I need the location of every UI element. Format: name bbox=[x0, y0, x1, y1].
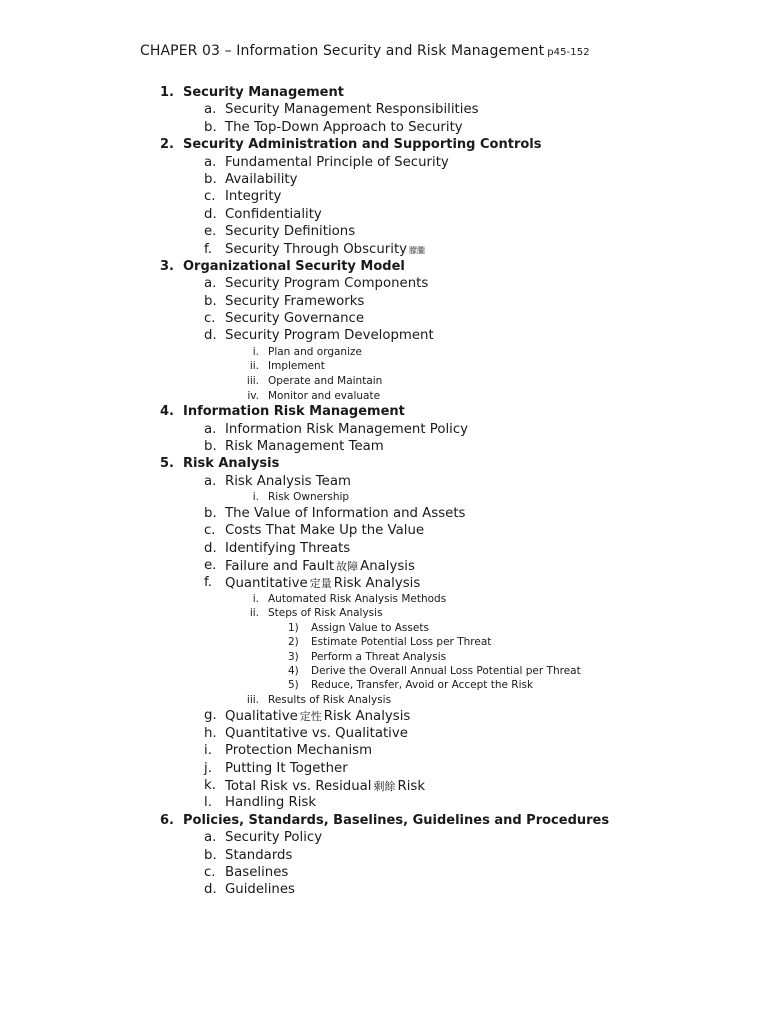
item-text-group bbox=[225, 207, 322, 222]
item-text-group bbox=[225, 439, 384, 454]
item-text-group bbox=[311, 622, 429, 634]
item-text: Qualitative bbox=[225, 709, 298, 725]
outline-item-num bbox=[0, 665, 768, 679]
item-text: Security Frameworks bbox=[225, 293, 365, 309]
outline-item-sub bbox=[0, 172, 768, 189]
item-text-group bbox=[225, 155, 449, 170]
outline-item-sec bbox=[0, 259, 768, 276]
item-text: The Top-Down Approach to Security bbox=[225, 119, 463, 135]
item-marker: b. bbox=[204, 119, 217, 135]
item-text-group bbox=[225, 708, 410, 724]
item-text-group bbox=[183, 813, 609, 828]
item-marker: g. bbox=[204, 708, 217, 724]
item-text-group bbox=[268, 360, 325, 372]
item-text: Security Program Development bbox=[225, 328, 434, 344]
item-marker: a. bbox=[204, 102, 217, 118]
item-text: Security Through Obscurity bbox=[225, 241, 408, 257]
outline-item-tri bbox=[0, 390, 768, 405]
item-text-group bbox=[225, 830, 322, 845]
item-text: Information Risk Management bbox=[183, 404, 405, 420]
item-text-group bbox=[311, 636, 491, 648]
translation-note: 定性 bbox=[299, 710, 322, 724]
item-marker: e. bbox=[204, 224, 217, 240]
item-text: The Value of Information and Assets bbox=[225, 505, 466, 521]
outline-item-sub bbox=[0, 743, 768, 760]
item-text: Information Risk Management Policy bbox=[225, 421, 469, 437]
title-text: CHAPER 03 – Information Security and Risk Management bbox=[140, 43, 545, 59]
outline-item-sub bbox=[0, 328, 768, 345]
item-marker: 5. bbox=[160, 456, 174, 472]
outline-item-sec bbox=[0, 456, 768, 473]
outline-item-sub bbox=[0, 474, 768, 491]
item-marker: 3. bbox=[160, 258, 174, 274]
item-text: Policies, Standards, Baselines, Guidelines and Procedures bbox=[183, 812, 610, 828]
item-marker: a. bbox=[204, 154, 217, 170]
item-text-group bbox=[225, 575, 420, 591]
outline-item-num bbox=[0, 636, 768, 650]
outline-item-tri bbox=[0, 694, 768, 709]
outline-list bbox=[0, 85, 768, 900]
outline-item-sub bbox=[0, 102, 768, 119]
item-text-group bbox=[225, 172, 297, 187]
item-marker: b. bbox=[204, 293, 217, 309]
outline-item-num bbox=[0, 651, 768, 665]
item-text-group bbox=[268, 346, 362, 358]
item-marker: a. bbox=[204, 830, 217, 846]
item-text-continuation: Risk Analysis bbox=[333, 576, 421, 592]
outline-item-num bbox=[0, 622, 768, 636]
item-text-group bbox=[225, 743, 372, 758]
item-text: Organizational Security Model bbox=[183, 258, 405, 274]
outline-item-sub bbox=[0, 778, 768, 795]
outline-item-sub bbox=[0, 848, 768, 865]
translation-note: 剩餘 bbox=[373, 780, 396, 794]
item-marker: 4) bbox=[288, 665, 299, 678]
outline-item-sub bbox=[0, 708, 768, 725]
outline-item-sub bbox=[0, 761, 768, 778]
item-text: Assign Value to Assets bbox=[311, 621, 429, 634]
item-text-group bbox=[225, 328, 434, 343]
outline-item-tri bbox=[0, 607, 768, 622]
item-text: Failure and Fault bbox=[225, 558, 335, 574]
item-text-group bbox=[183, 259, 405, 274]
outline-item-num bbox=[0, 679, 768, 693]
translation-note: 朦朧 bbox=[409, 245, 426, 255]
item-text-group bbox=[225, 311, 364, 326]
item-text: Implement bbox=[268, 360, 325, 373]
item-text: Security Management bbox=[183, 85, 344, 100]
item-text-group bbox=[225, 474, 351, 489]
item-marker: 2. bbox=[160, 137, 174, 153]
outline-item-sub bbox=[0, 830, 768, 847]
item-marker: iv. bbox=[247, 389, 259, 402]
item-text: Putting It Together bbox=[225, 760, 348, 776]
item-marker: 3) bbox=[288, 650, 299, 663]
item-marker: l. bbox=[204, 795, 212, 811]
document-title bbox=[140, 43, 590, 59]
item-text: Security Management Responsibilities bbox=[225, 102, 479, 118]
translation-note: 故障 bbox=[336, 559, 359, 573]
item-text: Security Program Components bbox=[225, 276, 429, 292]
item-text-group bbox=[311, 665, 581, 677]
item-marker: d. bbox=[204, 540, 217, 556]
item-text-group bbox=[183, 456, 279, 471]
item-text-group bbox=[268, 694, 391, 706]
item-text-group bbox=[225, 795, 316, 810]
item-marker: c. bbox=[204, 523, 216, 539]
item-text: Automated Risk Analysis Methods bbox=[268, 592, 447, 605]
outline-item-sub bbox=[0, 155, 768, 172]
item-text: Baselines bbox=[225, 864, 289, 880]
item-text-group bbox=[225, 189, 281, 204]
item-marker: 2) bbox=[288, 636, 299, 649]
outline-item-sec bbox=[0, 137, 768, 154]
outline-item-sub bbox=[0, 882, 768, 899]
outline-item-sub bbox=[0, 523, 768, 540]
item-text: Security Definitions bbox=[225, 224, 356, 240]
item-marker: i. bbox=[252, 345, 259, 358]
outline-item-sub bbox=[0, 294, 768, 311]
item-marker: e. bbox=[204, 557, 217, 573]
item-text: Risk Analysis bbox=[183, 456, 280, 472]
item-text: Security Governance bbox=[225, 311, 365, 327]
item-text-group bbox=[225, 848, 292, 863]
item-text-group bbox=[225, 120, 463, 135]
item-text: Quantitative vs. Qualitative bbox=[225, 725, 408, 741]
item-marker: a. bbox=[204, 473, 217, 489]
outline-item-tri bbox=[0, 593, 768, 608]
item-text: Integrity bbox=[225, 189, 282, 205]
item-text-group bbox=[268, 607, 383, 619]
item-text-group bbox=[225, 242, 427, 257]
outline-item-sub bbox=[0, 311, 768, 328]
outline-item-sub bbox=[0, 422, 768, 439]
item-text-group bbox=[183, 404, 405, 419]
outline-item-sub bbox=[0, 242, 768, 259]
item-text-group bbox=[225, 523, 424, 538]
item-text-group bbox=[225, 541, 350, 556]
outline-item-sub bbox=[0, 795, 768, 812]
outline-item-tri bbox=[0, 360, 768, 375]
outline-item-sub bbox=[0, 726, 768, 743]
item-text-group bbox=[183, 85, 344, 100]
item-marker: d. bbox=[204, 328, 217, 344]
item-text-group bbox=[311, 651, 446, 663]
outline-item-tri bbox=[0, 375, 768, 390]
item-text: Reduce, Transfer, Avoid or Accept the Risk bbox=[311, 679, 534, 692]
item-text: Operate and Maintain bbox=[268, 375, 383, 388]
item-text: Total Risk vs. Residual bbox=[225, 779, 372, 795]
outline-item-sub bbox=[0, 541, 768, 558]
item-marker: f. bbox=[204, 241, 212, 257]
item-text-group bbox=[225, 224, 355, 239]
outline-item-sub bbox=[0, 207, 768, 224]
item-text-group bbox=[225, 102, 479, 117]
item-marker: iii. bbox=[246, 693, 259, 706]
item-text-group bbox=[183, 137, 541, 152]
item-text: Security Administration and Supporting Controls bbox=[183, 137, 542, 153]
item-text: Costs That Make Up the Value bbox=[225, 523, 425, 539]
outline-item-sec bbox=[0, 813, 768, 830]
item-marker: a. bbox=[204, 421, 217, 437]
item-marker: j. bbox=[204, 760, 212, 776]
outline-item-sub bbox=[0, 506, 768, 523]
item-marker: d. bbox=[204, 882, 217, 898]
item-marker: a. bbox=[204, 276, 217, 292]
item-text: Standards bbox=[225, 847, 293, 863]
outline-item-sub bbox=[0, 575, 768, 592]
outline-item-sub bbox=[0, 120, 768, 137]
item-text: Monitor and evaluate bbox=[268, 389, 381, 402]
item-text-continuation: Analysis bbox=[360, 558, 415, 574]
item-text-group bbox=[225, 506, 465, 521]
item-text: Steps of Risk Analysis bbox=[268, 607, 383, 620]
item-marker: 6. bbox=[160, 812, 174, 828]
item-marker: 1. bbox=[160, 85, 174, 100]
item-text: Estimate Potential Loss per Threat bbox=[311, 636, 492, 649]
item-marker: i. bbox=[252, 592, 259, 605]
item-text: Availability bbox=[225, 171, 298, 187]
item-text: Identifying Threats bbox=[225, 540, 351, 556]
item-text: Handling Risk bbox=[225, 795, 317, 811]
item-text-group bbox=[225, 276, 428, 291]
item-text-group bbox=[225, 882, 295, 897]
item-marker: c. bbox=[204, 311, 216, 327]
item-text-group bbox=[268, 375, 382, 387]
item-text-continuation: Risk bbox=[397, 779, 426, 795]
outline-item-sub bbox=[0, 558, 768, 575]
item-text-group bbox=[225, 558, 415, 574]
item-marker: i. bbox=[252, 491, 259, 504]
item-text: Security Policy bbox=[225, 830, 323, 846]
item-marker: c. bbox=[204, 864, 216, 880]
outline-item-sub bbox=[0, 276, 768, 293]
outline-item-sub bbox=[0, 189, 768, 206]
item-text: Guidelines bbox=[225, 882, 295, 898]
outline-item-sub bbox=[0, 224, 768, 241]
item-text: Risk Analysis Team bbox=[225, 473, 351, 489]
item-text-group bbox=[268, 593, 446, 605]
item-marker: b. bbox=[204, 505, 217, 521]
item-marker: f. bbox=[204, 575, 212, 591]
item-marker: ii. bbox=[249, 360, 259, 373]
item-marker: i. bbox=[204, 743, 212, 759]
translation-note: 定量 bbox=[309, 577, 332, 591]
item-text-group bbox=[225, 422, 468, 437]
outline-item-sec bbox=[0, 85, 768, 102]
item-text: Risk Ownership bbox=[268, 491, 350, 504]
item-text-group bbox=[268, 491, 349, 503]
item-text: Confidentiality bbox=[225, 206, 322, 222]
item-marker: 1) bbox=[288, 621, 299, 634]
item-marker: k. bbox=[204, 778, 216, 794]
item-text-group bbox=[225, 761, 348, 776]
page-range: p45-152 bbox=[547, 47, 590, 58]
item-text: Risk Management Team bbox=[225, 439, 384, 455]
outline-item-tri bbox=[0, 346, 768, 361]
item-text-group bbox=[225, 778, 425, 794]
item-text: Derive the Overall Annual Loss Potential per Threat bbox=[311, 665, 581, 678]
item-text-continuation: Risk Analysis bbox=[323, 709, 411, 725]
outline-item-sub bbox=[0, 865, 768, 882]
item-text: Fundamental Principle of Security bbox=[225, 154, 449, 170]
item-text-group bbox=[311, 679, 533, 691]
item-marker: b. bbox=[204, 847, 217, 863]
item-text-group bbox=[225, 294, 364, 309]
item-marker: iii. bbox=[246, 375, 259, 388]
item-text: Plan and organize bbox=[268, 345, 362, 358]
item-marker: d. bbox=[204, 206, 217, 222]
item-text: Results of Risk Analysis bbox=[268, 693, 392, 706]
item-marker: h. bbox=[204, 725, 217, 741]
outline-item-sub bbox=[0, 439, 768, 456]
item-marker: b. bbox=[204, 439, 217, 455]
item-text: Quantitative bbox=[225, 576, 308, 592]
item-text-group bbox=[225, 726, 408, 741]
item-text: Perform a Threat Analysis bbox=[311, 650, 447, 663]
outline-item-tri bbox=[0, 491, 768, 506]
item-marker: 5) bbox=[288, 679, 299, 692]
item-marker: c. bbox=[204, 189, 216, 205]
item-text-group bbox=[225, 865, 288, 880]
item-text: Protection Mechanism bbox=[225, 743, 373, 759]
item-text-group bbox=[268, 390, 380, 402]
item-marker: ii. bbox=[249, 607, 259, 620]
item-marker: b. bbox=[204, 171, 217, 187]
item-marker: 4. bbox=[160, 404, 174, 420]
outline-item-sec bbox=[0, 404, 768, 421]
